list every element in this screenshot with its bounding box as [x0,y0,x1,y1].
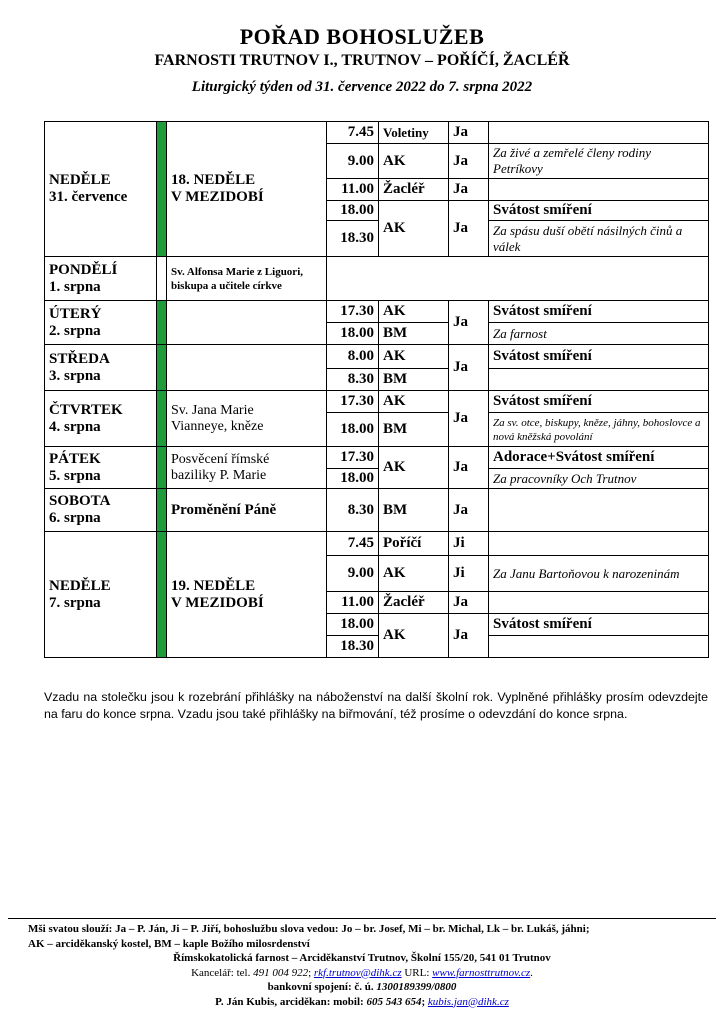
intention-cell [489,122,709,144]
intention-cell [489,369,709,391]
time-cell: 9.00 [327,556,379,592]
confession-note: Svátost smíření [489,301,709,323]
day-cell: SOBOTA 6. srpna [45,489,157,532]
intention-cell [489,636,709,658]
priest-contact: P. Ján Kubis, arciděkan: mobil: 605 543 654; kubis.jan@dihk.cz [215,995,509,1008]
table-row [45,345,709,369]
priest-cell: Ja [449,391,489,447]
table-row [45,489,709,532]
place-cell: Žacléř [379,179,449,201]
table-row [45,122,709,144]
time-cell: 18.00 [327,413,379,447]
intention-cell [489,489,709,532]
intention-cell: Za spásu duší obětí násilných činů a válek [489,221,709,257]
time-cell: 18.30 [327,636,379,658]
occasion-cell: Sv. Jana Marie Vianneye, kněze [167,391,327,447]
place-cell: BM [379,369,449,391]
place-cell: AK [379,556,449,592]
priest-cell: Ja [449,301,489,345]
time-cell: 11.00 [327,592,379,614]
priest-cell: Ja [449,614,489,658]
footer-legend: Mši svatou slouží: Ja – P. Ján, Ji – P. Jiří, bohoslužbu slova vedou: Jo – br. Josef, Mi – br. Michal, Lk – br. Lukáš, jáhni; [28,923,590,935]
schedule-table [44,121,709,658]
confession-note: Svátost smíření [489,201,709,221]
time-cell: 7.45 [327,122,379,144]
day-cell: NEDĚLE 31. července [45,122,157,257]
occasion-cell [167,345,327,391]
liturgical-color-cell [157,391,167,447]
occasion-cell: Posvěcení římské baziliky P. Marie [167,447,327,489]
place-cell: BM [379,413,449,447]
table-row [45,532,709,556]
intention-cell: Za Janu Bartoňovou k narozeninám [489,556,709,592]
place-cell: AK [379,391,449,413]
priest-cell: Ji [449,532,489,556]
place-cell: AK [379,144,449,179]
priest-cell: Ji [449,556,489,592]
place-cell: AK [379,345,449,369]
confession-note: Svátost smíření [489,391,709,413]
priest-cell: Ja [449,489,489,532]
page-subtitle: FARNOSTI TRUTNOV I., TRUTNOV – POŘÍČÍ, ŽACLÉŘ [154,52,570,69]
parish-address: Římskokatolická farnost – Arciděkanství Trutnov, Školní 155/20, 541 01 Trutnov [173,952,551,964]
priest-cell: Ja [449,345,489,391]
occasion-cell: Sv. Alfonsa Marie z Liguori, biskupa a učitele církve [167,257,327,301]
day-cell: ÚTERÝ 2. srpna [45,301,157,345]
priest-cell: Ja [449,179,489,201]
time-cell: 9.00 [327,144,379,179]
confession-note: Svátost smíření [489,345,709,369]
liturgical-color-cell [157,301,167,345]
time-cell: 7.45 [327,532,379,556]
liturgical-color-cell [157,345,167,391]
table-row [45,391,709,413]
time-cell: 8.00 [327,345,379,369]
liturgical-color-cell [157,532,167,658]
occasion-cell: 18. NEDĚLE V MEZIDOBÍ [167,122,327,257]
priest-cell: Ja [449,592,489,614]
time-cell: 11.00 [327,179,379,201]
intention-cell: Za živé a zemřelé členy rodiny Petríkovy [489,144,709,179]
place-cell: Voletiny [379,122,449,144]
place-cell: BM [379,489,449,532]
announcement: Vzadu na stolečku jsou k rozebrání přihlášky na náboženství na další školní rok. Vyplněné přihlášky prosím odevzdejte na faru do konce srpna. Vzadu jsou také přihlášky na biřmování, též prosíme o odevzdání do konce srpna. [44,690,708,721]
priest-cell: Ja [449,201,489,257]
website-link[interactable]: www.farnosttrutnov.cz [432,966,531,979]
table-row [45,257,709,301]
table-row [45,447,709,469]
page-title: POŘAD BOHOSLUŽEB [239,24,485,49]
occasion-cell: Proměnění Páně [167,489,327,532]
bank-account: bankovní spojení: č. ú. 1300189399/0800 [267,981,457,993]
place-cell: Žacléř [379,592,449,614]
time-cell: 18.00 [327,323,379,345]
time-cell: 17.30 [327,301,379,323]
priest-cell: Ja [449,447,489,489]
office-phone: 491 004 922 [253,966,309,979]
place-cell: AK [379,447,449,489]
day-cell: PÁTEK 5. srpna [45,447,157,489]
day-cell: STŘEDA 3. srpna [45,345,157,391]
office-email-link[interactable]: rkf.trutnov@dihk.cz [313,966,402,979]
day-cell: ČTVRTEK 4. srpna [45,391,157,447]
priest-cell: Ja [449,122,489,144]
place-cell: Poříčí [379,532,449,556]
intention-cell [489,532,709,556]
priest-mobile: 605 543 654 [366,995,422,1008]
time-cell: 8.30 [327,489,379,532]
place-cell: BM [379,323,449,345]
time-cell: 17.30 [327,447,379,469]
time-cell: 17.30 [327,391,379,413]
intention-cell: Za sv. otce, biskupy, kněze, jáhny, bohoslovce a nová kněžská povolání [489,413,709,447]
priest-email-link[interactable]: kubis.jan@dihk.cz [427,995,509,1008]
intention-cell: Za pracovníky Och Trutnov [489,469,709,489]
confession-note: Svátost smíření [489,614,709,636]
place-cell: AK [379,614,449,658]
liturgical-color-cell [157,447,167,489]
empty-cell [327,257,709,301]
time-cell: 8.30 [327,369,379,391]
intention-cell [489,592,709,614]
footer-divider [8,918,716,919]
time-cell: 18.30 [327,221,379,257]
priest-cell: Ja [449,144,489,179]
day-cell: PONDĚLÍ 1. srpna [45,257,157,301]
place-cell: AK [379,301,449,323]
occasion-cell [167,301,327,345]
place-cell: AK [379,201,449,257]
liturgical-color-cell [157,257,167,301]
intention-cell [489,179,709,201]
footer-legend-2: AK – arciděkanský kostel, BM – kaple Božího milosrdenství [28,937,310,950]
table-row [45,301,709,323]
day-cell: NEDĚLE 7. srpna [45,532,157,658]
liturgical-color-cell [157,489,167,532]
time-cell: 18.00 [327,201,379,221]
office-contact: Kancelář: tel. 491 004 922; rkf.trutnov@dihk.cz URL: www.farnosttrutnov.cz. [191,966,533,979]
liturgical-color-cell [157,122,167,257]
time-cell: 18.00 [327,469,379,489]
occasion-cell: 19. NEDĚLE V MEZIDOBÍ [167,532,327,658]
week-range: Liturgický týden od 31. července 2022 do 7. srpna 2022 [191,79,533,95]
time-cell: 18.00 [327,614,379,636]
footer [8,922,716,1009]
intention-cell: Za farnost [489,323,709,345]
adoration-note: Adorace+Svátost smíření [489,447,709,469]
